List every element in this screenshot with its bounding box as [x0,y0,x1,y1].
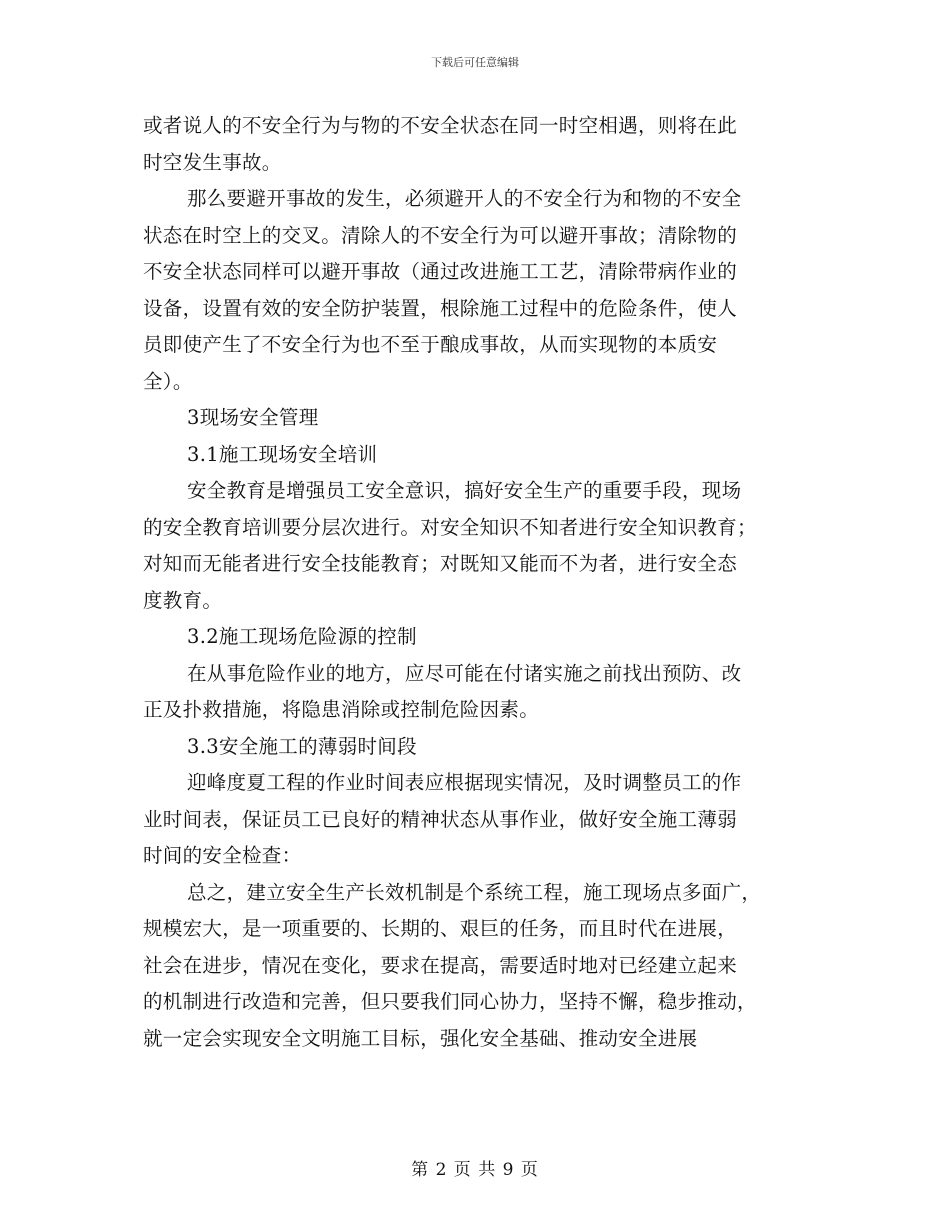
body-text [143,108,809,1057]
subsection-heading: 3.3安全施工的薄弱时间段 [187,734,417,758]
text-line: 那么要避开事故的发生，必须避开人的不安全行为和物的不安全 [187,187,742,210]
text-line: 安全教育是增强员工安全意识，搞好安全生产的重要手段，现场 [187,479,742,502]
section-heading: 3现场安全管理 [187,406,319,429]
text-line: 正及扑救措施，将隐患消除或控制危险因素。 [143,698,540,721]
text-line: 业时间表，保证员工已良好的精神状态从事作业，做好安全施工薄弱 [143,807,738,831]
text-line: 或者说人的不安全行为与物的不安全状态在同一时空相遇，则将在此 [143,114,738,137]
page-number: 第 2 页 共 9 页 [411,1160,539,1180]
text-line: 时间的安全检查： [143,844,302,867]
text-line: 时空发生事故。 [143,150,282,174]
text-line: 在从事危险作业的地方，应尽可能在付诸实施之前找出预防、改 [187,661,742,685]
text-line: 全）。 [143,369,193,393]
text-line: 就一定会实现安全文明施工目标，强化安全基础、推动安全进展 [143,1026,698,1050]
text-line: 员即使产生了不安全行为也不至于酿成事故，从而实现物的本质安 [143,333,718,356]
text-line: 社会在进步，情况在变化，要求在提高，需要适时地对已经建立起来 [143,953,738,977]
text-line: 设备，设置有效的安全防护装置，根除施工过程中的危险条件，使人 [143,296,738,320]
text-line: 迎峰度夏工程的作业时间表应根据现实情况，及时调整员工的作 [187,771,742,794]
text-line: 规模宏大，是一项重要的、长期的、艰巨的任务，而且时代在进展， [143,917,738,940]
header-note: 下载后可任意编辑 [431,56,519,69]
text-line: 总之，建立安全生产长效机制是个系统工程，施工现场点多面广， [187,880,762,904]
subsection-heading: 3.2施工现场危险源的控制 [187,625,417,648]
subsection-heading: 3.1施工现场安全培训 [187,442,378,466]
text-line: 状态在时空上的交叉。清除人的不安全行为可以避开事故；清除物的 [143,223,738,247]
text-line: 的安全教育培训要分层次进行。对安全知识不知者进行安全知识教育； [143,515,757,539]
text-line: 不安全状态同样可以避开事故（通过改进施工工艺，清除带病作业的 [143,260,738,283]
text-line: 对知而无能者进行安全技能教育；对既知又能而不为者，进行安全态 [143,552,738,575]
text-line: 的机制进行改造和完善，但只要我们同心协力，坚持不懈，稳步推动， [143,990,757,1013]
text-line: 度教育。 [143,588,223,612]
